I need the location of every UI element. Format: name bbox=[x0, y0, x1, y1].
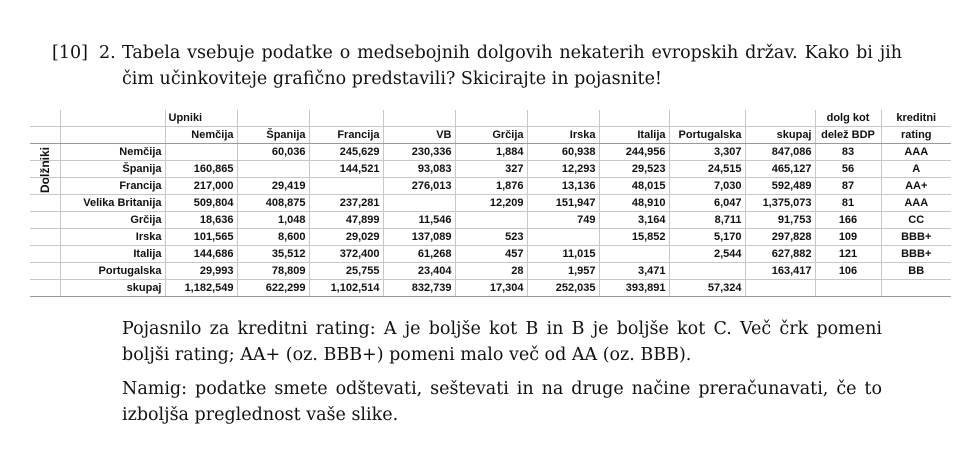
table-cell: 29,523 bbox=[599, 161, 669, 178]
table-cell: 56 bbox=[815, 161, 881, 178]
total-row bbox=[30, 280, 951, 297]
table-cell: 276,013 bbox=[383, 178, 455, 195]
table-cell: 622,299 bbox=[237, 280, 309, 297]
table-cell: 3,164 bbox=[599, 212, 669, 229]
table-cell: 35,512 bbox=[237, 246, 309, 263]
table-cell: 1,182,549 bbox=[165, 280, 237, 297]
table-cell: 6,047 bbox=[669, 195, 745, 212]
table-cell: 93,083 bbox=[383, 161, 455, 178]
table-row bbox=[30, 246, 951, 263]
table-cell: 327 bbox=[455, 161, 527, 178]
question-number: 2. bbox=[99, 43, 116, 63]
table-cell: 237,281 bbox=[309, 195, 383, 212]
table-cell: 57,324 bbox=[669, 280, 745, 297]
row-label: Nemčija bbox=[60, 144, 165, 161]
table-cell: 60,938 bbox=[527, 144, 599, 161]
table-cell: 144,686 bbox=[165, 246, 237, 263]
table-cell: 60,036 bbox=[237, 144, 309, 161]
table-cell: AAA bbox=[881, 144, 951, 161]
table-cell: 832,739 bbox=[383, 280, 455, 297]
table-cell: A bbox=[881, 161, 951, 178]
table-cell: 509,804 bbox=[165, 195, 237, 212]
table-cell: 12,209 bbox=[455, 195, 527, 212]
table-cell bbox=[881, 280, 951, 297]
table-row bbox=[30, 195, 951, 212]
table-cell: 1,102,514 bbox=[309, 280, 383, 297]
table-cell bbox=[309, 178, 383, 195]
table-cell: 106 bbox=[815, 263, 881, 280]
col-header: Nemčija bbox=[165, 127, 237, 144]
table-cell: 87 bbox=[815, 178, 881, 195]
creditors-label: Upniki bbox=[165, 110, 237, 127]
table-cell: 8,711 bbox=[669, 212, 745, 229]
table-cell: 1,048 bbox=[237, 212, 309, 229]
table-cell: 137,089 bbox=[383, 229, 455, 246]
table-cell: 47,899 bbox=[309, 212, 383, 229]
table-cell: 29,419 bbox=[237, 178, 309, 195]
table-cell bbox=[745, 280, 815, 297]
table-cell: BB bbox=[881, 263, 951, 280]
table-cell: 592,489 bbox=[745, 178, 815, 195]
table-cell: 23,404 bbox=[383, 263, 455, 280]
col-header: Portugalska bbox=[669, 127, 745, 144]
table-cell: 8,600 bbox=[237, 229, 309, 246]
table-cell: 29,993 bbox=[165, 263, 237, 280]
table-cell bbox=[527, 229, 599, 246]
table-cell: 457 bbox=[455, 246, 527, 263]
table-cell: 29,029 bbox=[309, 229, 383, 246]
table-cell: 465,127 bbox=[745, 161, 815, 178]
col-header: dolg kot bbox=[815, 110, 881, 127]
table-cell bbox=[599, 246, 669, 263]
table-cell: CC bbox=[881, 212, 951, 229]
row-label: Grčija bbox=[60, 212, 165, 229]
row-label: Velika Britanija bbox=[60, 195, 165, 212]
table-cell: 7,030 bbox=[669, 178, 745, 195]
table-cell: 523 bbox=[455, 229, 527, 246]
table-cell: 48,910 bbox=[599, 195, 669, 212]
table-row bbox=[30, 161, 951, 178]
debt-table bbox=[30, 110, 951, 297]
col-header: Grčija bbox=[455, 127, 527, 144]
table-cell: 61,268 bbox=[383, 246, 455, 263]
table-cell: 83 bbox=[815, 144, 881, 161]
question-text: Tabela vsebuje podatke o medsebojnih dolgovih nekaterih evropskih držav. Kako bi jih čim učinkoviteje grafično predstavili? Skicirajte in pojasnite! bbox=[122, 43, 902, 89]
header-row-1 bbox=[30, 110, 951, 127]
table-cell: 230,336 bbox=[383, 144, 455, 161]
table-cell: 245,629 bbox=[309, 144, 383, 161]
debtors-label: Dolžniki bbox=[38, 146, 52, 194]
table-cell: AAA bbox=[881, 195, 951, 212]
row-label: Irska bbox=[60, 229, 165, 246]
table-cell: 24,515 bbox=[669, 161, 745, 178]
table-cell: 372,400 bbox=[309, 246, 383, 263]
table-cell: 48,015 bbox=[599, 178, 669, 195]
table-cell: 78,809 bbox=[237, 263, 309, 280]
table-cell: 847,086 bbox=[745, 144, 815, 161]
table-cell: 1,876 bbox=[455, 178, 527, 195]
row-label: Francija bbox=[60, 178, 165, 195]
table-cell: 1,957 bbox=[527, 263, 599, 280]
table-cell: 393,891 bbox=[599, 280, 669, 297]
table-cell: 11,015 bbox=[527, 246, 599, 263]
table-cell: 13,136 bbox=[527, 178, 599, 195]
table-cell: 91,753 bbox=[745, 212, 815, 229]
table-cell bbox=[383, 195, 455, 212]
col-header: kreditni bbox=[881, 110, 951, 127]
table-cell: 151,947 bbox=[527, 195, 599, 212]
col-header: Francija bbox=[309, 127, 383, 144]
table-cell bbox=[815, 280, 881, 297]
table-cell: 1,375,073 bbox=[745, 195, 815, 212]
col-header: Španija bbox=[237, 127, 309, 144]
col-header: skupaj bbox=[745, 127, 815, 144]
table-cell: 28 bbox=[455, 263, 527, 280]
table-cell: BBB+ bbox=[881, 246, 951, 263]
table-cell: 11,546 bbox=[383, 212, 455, 229]
col-header: rating bbox=[881, 127, 951, 144]
table-cell: 12,293 bbox=[527, 161, 599, 178]
table-cell: 18,636 bbox=[165, 212, 237, 229]
table-cell: 101,565 bbox=[165, 229, 237, 246]
table-cell: 1,884 bbox=[455, 144, 527, 161]
table-cell: 81 bbox=[815, 195, 881, 212]
table-cell: 408,875 bbox=[237, 195, 309, 212]
table-row bbox=[30, 178, 951, 195]
table-cell: 166 bbox=[815, 212, 881, 229]
table-cell: 17,304 bbox=[455, 280, 527, 297]
table-cell: 2,544 bbox=[669, 246, 745, 263]
header-row-2 bbox=[30, 127, 951, 144]
table-cell: 144,521 bbox=[309, 161, 383, 178]
table-cell: 15,852 bbox=[599, 229, 669, 246]
col-header: VB bbox=[383, 127, 455, 144]
table-cell bbox=[237, 161, 309, 178]
table-cell: 217,000 bbox=[165, 178, 237, 195]
row-label: Španija bbox=[60, 161, 165, 178]
table-cell: 297,828 bbox=[745, 229, 815, 246]
table-cell: 749 bbox=[527, 212, 599, 229]
table-cell bbox=[455, 212, 527, 229]
table-cell: 25,755 bbox=[309, 263, 383, 280]
table-cell: 121 bbox=[815, 246, 881, 263]
row-label: Italija bbox=[60, 246, 165, 263]
table-cell bbox=[669, 263, 745, 280]
table-cell: 3,307 bbox=[669, 144, 745, 161]
col-header: Irska bbox=[527, 127, 599, 144]
table-cell: 160,865 bbox=[165, 161, 237, 178]
row-label: skupaj bbox=[60, 280, 165, 297]
table-cell: 627,882 bbox=[745, 246, 815, 263]
table-cell: 244,956 bbox=[599, 144, 669, 161]
table-row bbox=[30, 212, 951, 229]
table-cell bbox=[165, 144, 237, 161]
table-cell: AA+ bbox=[881, 178, 951, 195]
col-header: delež BDP bbox=[815, 127, 881, 144]
question-points: [10] bbox=[52, 43, 88, 63]
table-row bbox=[30, 144, 951, 161]
hint-note: Namig: podatke smete odštevati, seštevati in na druge načine preračunavati, če to izboljša preglednost vaše slike. bbox=[122, 379, 882, 425]
rating-note: Pojasnilo za kreditni rating: A je boljše kot B in B je boljše kot C. Več črk pomeni boljši rating; AA+ (oz. BBB+) pomeni malo več od AA (oz. BBB). bbox=[122, 319, 882, 365]
table-cell: 109 bbox=[815, 229, 881, 246]
table-cell: BBB+ bbox=[881, 229, 951, 246]
col-header: Italija bbox=[599, 127, 669, 144]
table-row bbox=[30, 229, 951, 246]
table-cell: 5,170 bbox=[669, 229, 745, 246]
table-cell: 163,417 bbox=[745, 263, 815, 280]
row-label: Portugalska bbox=[60, 263, 165, 280]
notes bbox=[122, 316, 882, 436]
table-row bbox=[30, 263, 951, 280]
table-cell: 3,471 bbox=[599, 263, 669, 280]
table-cell: 252,035 bbox=[527, 280, 599, 297]
